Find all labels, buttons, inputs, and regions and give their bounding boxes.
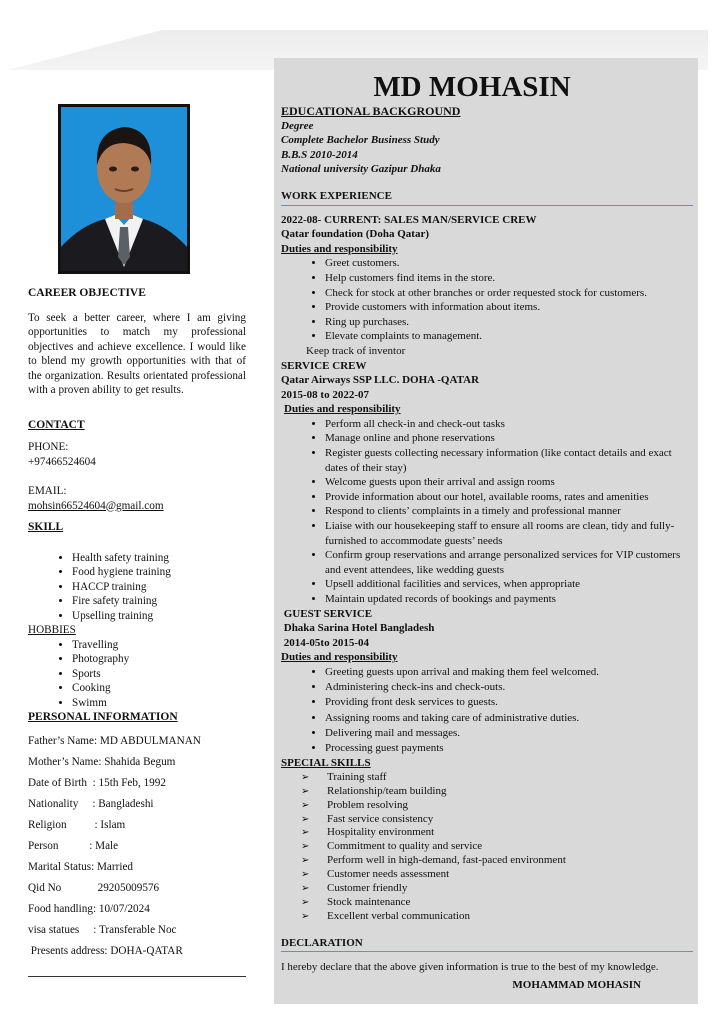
list-item: • Delivering mail and messages.	[325, 726, 693, 741]
education-line: Complete Bachelor Business Study	[281, 134, 440, 147]
list-item: • Sports	[72, 667, 246, 682]
duties-list	[281, 417, 693, 607]
skill-list	[28, 551, 246, 624]
list-item: • Provide customers with information about items.	[325, 300, 693, 315]
list-item: • Manage online and phone reservations	[325, 431, 693, 446]
list-item: • Upsell additional facilities and services, when appropriate	[325, 577, 693, 592]
education-line: B.B.S 2010-2014	[281, 148, 358, 161]
list-item: • Processing guest payments	[325, 741, 693, 756]
list-item: ➢ Excellent verbal communication	[301, 910, 693, 924]
profile-photo	[58, 104, 190, 274]
personal-info-row: Nationality : Bangladeshi	[28, 797, 154, 810]
job-title: 2022-08- CURRENT: SALES MAN/SERVICE CREW	[281, 213, 537, 226]
declaration-text: I hereby declare that the above given information is true to the best of my knowledge.	[281, 961, 659, 974]
person-portrait-icon	[61, 107, 187, 271]
special-skills-list	[281, 771, 693, 924]
email-link[interactable]: mohsin66524604@gmail.com	[28, 499, 164, 512]
contact-heading: CONTACT	[28, 418, 85, 431]
list-item: • Ring up purchases.	[325, 315, 693, 330]
list-item: • Greet customers.	[325, 256, 693, 271]
personal-info-heading: PERSONAL INFORMATION	[28, 711, 178, 723]
signature-name: MOHAMMAD MOHASIN	[512, 978, 641, 991]
career-objective-heading: CAREER OBJECTIVE	[28, 287, 146, 299]
job-dates: 2014-05to 2015-04	[281, 636, 369, 649]
list-item: • Respond to clients’ complaints in a timely and professional manner	[325, 504, 693, 519]
job-dates: 2015-08 to 2022-07	[281, 388, 369, 401]
list-item: • Photography	[72, 652, 246, 667]
personal-info-row: Father’s Name: MD ABDULMANAN	[28, 734, 201, 747]
duties-heading: Duties and responsibility	[281, 242, 398, 255]
list-item: ➢ Problem resolving	[301, 799, 693, 813]
list-item: • Swimm	[72, 696, 246, 711]
special-skills-heading: SPECIAL SKILLS	[281, 757, 371, 770]
education-heading: EDUCATIONAL BACKGROUND	[281, 104, 461, 118]
list-item: • Welcome guests upon their arrival and assign rooms	[325, 475, 693, 490]
list-item: • Providing front desk services to guests.	[325, 695, 693, 710]
list-item: ➢ Hospitality environment	[301, 826, 693, 840]
phone-label: PHONE:	[28, 441, 69, 453]
declaration-heading: DECLARATION	[281, 936, 693, 953]
list-item: • Greeting guests upon arrival and making them feel welcomed.	[325, 665, 693, 680]
work-experience-heading: WORK EXPERIENCE	[281, 189, 693, 206]
list-item: ➢ Customer friendly	[301, 882, 693, 896]
skill-heading: SKILL	[28, 521, 64, 533]
phone-value: +97466524604	[28, 455, 96, 468]
duties-heading: Duties and responsibility	[281, 651, 398, 664]
personal-info-row: Marital Status: Married	[28, 860, 134, 873]
list-item: • Maintain updated records of bookings and payments	[325, 592, 693, 607]
list-item: • Food hygiene training	[72, 565, 246, 580]
candidate-name: MD MOHASIN	[373, 71, 571, 103]
personal-info-row: Date of Birth : 15th Feb, 1992	[28, 776, 166, 789]
personal-info-row: visa statues : Transferable Noc	[28, 923, 177, 936]
duties-list	[281, 665, 693, 756]
list-item: ➢ Perform well in high-demand, fast-paced environment	[301, 854, 693, 868]
personal-info-row: Person : Male	[28, 839, 119, 852]
list-item: ➢ Training staff	[301, 771, 693, 785]
list-item: ➢ Commitment to quality and service	[301, 840, 693, 854]
job-company: Qatar Airways SSP LLC. DOHA -QATAR	[281, 374, 480, 387]
education-line: National university Gazipur Dhaka	[281, 163, 441, 176]
list-item: • Provide information about our hotel, available rooms, rates and amenities	[325, 490, 693, 505]
list-item: • Administering check-ins and check-outs.	[325, 680, 693, 695]
personal-info-row: Religion : Islam	[28, 818, 126, 831]
list-item: • Health safety training	[72, 551, 246, 566]
list-item: • Register guests collecting necessary information (like contact details and exact dates of their stay)	[325, 446, 693, 475]
job-title: GUEST SERVICE	[281, 607, 373, 620]
personal-info-row: Food handling: 10/07/2024	[28, 902, 150, 915]
job-company: Dhaka Sarina Hotel Bangladesh	[281, 622, 435, 635]
list-item: • Cooking	[72, 681, 246, 696]
list-item: • Fire safety training	[72, 594, 246, 609]
job-company: Qatar foundation (Doha Qatar)	[281, 228, 429, 241]
list-item: ➢ Relationship/team building	[301, 785, 693, 799]
list-item: • Confirm group reservations and arrange personalized services for VIP customers and event attendees, like wedding guests	[325, 548, 693, 577]
list-item: • Elevate complaints to management.	[325, 329, 693, 344]
duties-list	[281, 256, 693, 344]
career-objective-text: To seek a better career, where I am giving opportunities to match my professional objectives and achieve excellence. I would like to blend my growth opportunities with that of the organization. Results orientated professional with a proven ability to get results.	[28, 311, 246, 396]
personal-info-row: Mother’s Name: Shahida Begum	[28, 755, 176, 768]
education-line: Degree	[281, 119, 314, 132]
list-item: ➢ Stock maintenance	[301, 896, 693, 910]
list-item: • Travelling	[72, 638, 246, 653]
hobbies-list	[28, 638, 246, 711]
list-item: • Help customers find items in the store.	[325, 271, 693, 286]
duties-heading: Duties and responsibility	[284, 403, 401, 416]
list-item: • Assigning rooms and taking care of administrative duties.	[325, 711, 693, 726]
left-column	[28, 286, 246, 965]
list-item: • Upselling training	[72, 609, 246, 624]
right-column	[281, 70, 693, 993]
personal-info-row: Qid No 29205009576	[28, 881, 160, 894]
list-item: ➢ Customer needs assessment	[301, 868, 693, 882]
duty-extra: Keep track of inventor	[306, 344, 406, 357]
list-item: • Perform all check-in and check-out tasks	[325, 417, 693, 432]
hobbies-heading: HOBBIES	[28, 624, 76, 636]
email-label: EMAIL:	[28, 485, 67, 497]
list-item: ➢ Fast service consistency	[301, 813, 693, 827]
job-title: SERVICE CREW	[281, 359, 367, 372]
list-item: • Check for stock at other branches or order requested stock for customers.	[325, 286, 693, 301]
divider	[28, 976, 246, 977]
list-item: • Liaise with our housekeeping staff to ensure all rooms are clean, tidy and fully-furnished to accommodate guests’ needs	[325, 519, 693, 548]
personal-info-row: Presents address: DOHA-QATAR	[28, 944, 183, 957]
list-item: • HACCP training	[72, 580, 246, 595]
